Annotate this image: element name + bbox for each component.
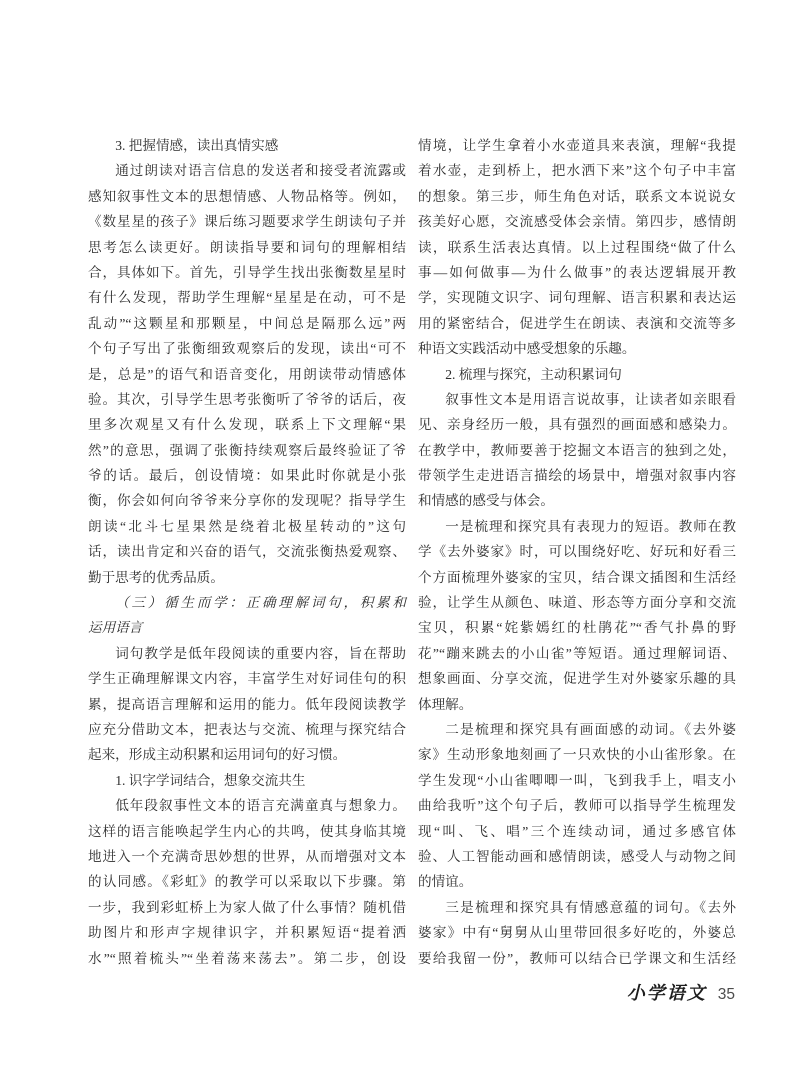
page-footer: [627, 979, 735, 1005]
text-line: 勤于思考的优秀品质。: [88, 569, 224, 585]
text-line: 衡，你会如何向爷爷来分享你的发现呢？指导学生: [88, 493, 406, 509]
text-line: 学《去外婆家》时，可以围绕好吃、好玩和好看三: [418, 544, 736, 560]
text-line: 二是梳理和探究具有画面感的动词。《去外婆: [445, 721, 736, 737]
text-line: 应充分借助文本，把表达与交流、梳理与探究结合: [88, 721, 406, 737]
text-line: 事—如何做事—为什么做事”的表达逻辑展开教: [418, 264, 736, 280]
text-line: 通过朗读对语言信息的发送者和接受者流露或: [115, 163, 406, 179]
text-line: 花”“蹦来跳去的小山雀”等短语。通过理解词语、: [418, 645, 736, 661]
text-line: 带领学生走进语言描绘的场景中，增强对叙事内容: [418, 468, 736, 484]
text-line: 一是梳理和探究具有表现力的短语。教师在教: [445, 518, 736, 534]
text-line: 家》生动形象地刻画了一只欢快的小山雀形象。在: [418, 747, 736, 763]
text-line: 学生发现“小山雀唧唧一叫，飞到我手上，唱支小: [418, 772, 736, 788]
text-line: 读，联系生活表达真情。以上过程围绕“做了什么: [418, 239, 736, 255]
text-line: 个句子写出了张衡细致观察后的发现，读出“可不: [88, 341, 406, 357]
document-page: [88, 133, 736, 971]
text-line: 的想象。第三步，师生角色对话，联系文本说说女: [418, 188, 736, 204]
text-line: 一步，我到彩虹桥上为家人做了什么事情？随机借: [88, 899, 406, 915]
text-line: 体理解。: [418, 696, 473, 712]
text-line: 验，让学生从颜色、味道、形态等方面分享和交流: [418, 595, 736, 611]
text-line: 验。其次，引导学生思考张衡听了爷爷的话后，夜: [88, 391, 406, 407]
text-line: 3. 把握情感，读出真情实感: [115, 138, 279, 153]
text-line: 1. 识字学词结合，想象交流共生: [115, 772, 306, 788]
page-number: 35: [717, 986, 735, 1003]
text-line: 叙事性文本是用语言说故事，让读者如亲眼看: [445, 391, 736, 407]
text-line: 里多次观星又有什么发现，联系上下文理解“果: [88, 417, 406, 433]
text-line: 思考怎么读更好。朗读指导要和词句的理解相结: [88, 239, 406, 255]
text-line: 验、人工智能动画和感情朗读，感受人与动物之间: [418, 848, 736, 864]
text-line: 地进入一个充满奇思妙想的世界，从而增强对文本: [88, 848, 406, 864]
text-line: 婆家》中有“舅舅从山里带回很多好吃的，外婆总: [418, 925, 736, 941]
text-line: 《数星星的孩子》课后练习题要求学生朗读句子并: [88, 214, 406, 230]
text-line: 用的紧密结合，促进学生在朗读、表演和交流等多: [418, 315, 736, 331]
text-line: 和情感的感受与体会。: [418, 493, 554, 509]
text-line: 词句教学是低年段阅读的重要内容，旨在帮助: [115, 645, 406, 661]
text-line: 情境，让学生拿着小水壶道具来表演，理解“我提: [418, 138, 736, 153]
text-line: 水”“照着梳头”“坐着荡来荡去”。第二步，创设: [88, 950, 406, 966]
right-column: [418, 133, 736, 971]
text-line: 有什么发现，帮助学生理解“星星是在动，可不是: [88, 290, 406, 306]
text-line: 累，提高语言理解和运用的能力。低年段阅读教学: [88, 696, 406, 712]
text-line: 是，总是”的语气和语音变化，用朗读带动情感体: [88, 366, 406, 382]
text-line: 学生正确理解课文内容，丰富学生对好词佳句的积: [88, 671, 406, 687]
text-line: 低年段叙事性文本的语言充满童真与想象力。: [115, 798, 406, 814]
text-line: 想象画面、分享交流，促进学生对外婆家乐趣的具: [418, 671, 736, 687]
text-line: 的认同感。《彩虹》的教学可以采取以下步骤。第: [88, 874, 406, 890]
text-line: 爷的话。最后，创设情境：如果此时你就是小张: [88, 468, 406, 484]
text-line: 曲给我听”这个句子后，教师可以指导学生梳理发: [418, 798, 736, 814]
text-line: 现“叫、飞、唱”三个连续动词，通过多感官体: [418, 823, 736, 839]
text-line: 感知叙事性文本的思想情感、人物品格等。例如，: [88, 188, 406, 204]
text-line: 三是梳理和探究具有情感意蕴的词句。《去外: [445, 899, 736, 915]
journal-name: 小学语文: [626, 983, 707, 1003]
text-line: 孩美好心愿，交流感受体会亲情。第四步，感情朗: [418, 214, 736, 230]
text-line: 乱动”“这颗星和那颗星，中间总是隔那么远”两: [88, 315, 406, 331]
subheading-line: 运用语言: [88, 620, 143, 636]
text-line: 宝贝，积累“姹紫嫣红的杜鹃花”“香气扑鼻的野: [418, 620, 736, 636]
subheading-line: （三）循生而学：正确理解词句，积累和: [115, 595, 406, 611]
text-line: 这样的语言能唤起学生内心的共鸣，使其身临其境: [88, 823, 406, 839]
text-line: 起来，形成主动积累和运用词句的好习惯。: [88, 747, 347, 763]
text-line: 朗读“北斗七星果然是绕着北极星转动的”这句: [88, 518, 406, 534]
text-line: 要给我留一份”，教师可以结合已学课文和生活经: [418, 950, 736, 966]
text-line: 见、亲身经历一般，具有强烈的画面感和感染力。: [418, 417, 736, 433]
text-line: 然”的意思，强调了张衡持续观察后最终验证了爷: [88, 442, 406, 458]
text-line: 助图片和形声字规律识字，并积累短语“提着洒: [88, 925, 406, 941]
text-line: 的情谊。: [418, 874, 473, 890]
text-line: 学，实现随文识字、词句理解、语言积累和表达运: [418, 290, 736, 306]
text-line: 在教学中，教师要善于挖掘文本语言的独到之处，: [418, 442, 736, 458]
text-line: 话，读出肯定和兴奋的语气，交流张衡热爱观察、: [88, 544, 406, 560]
text-line: 着水壶，走到桥上，把水洒下来”这个句子中丰富: [418, 163, 736, 179]
text-line: 种语文实践活动中感受想象的乐趣。: [418, 341, 636, 357]
text-line: 合，具体如下。首先，引导学生找出张衡数星星时: [88, 264, 406, 280]
left-column: [88, 133, 406, 971]
text-line: 2. 梳理与探究，主动积累词句: [445, 366, 622, 382]
text-line: 个方面梳理外婆家的宝贝，结合课文插图和生活经: [418, 569, 736, 585]
